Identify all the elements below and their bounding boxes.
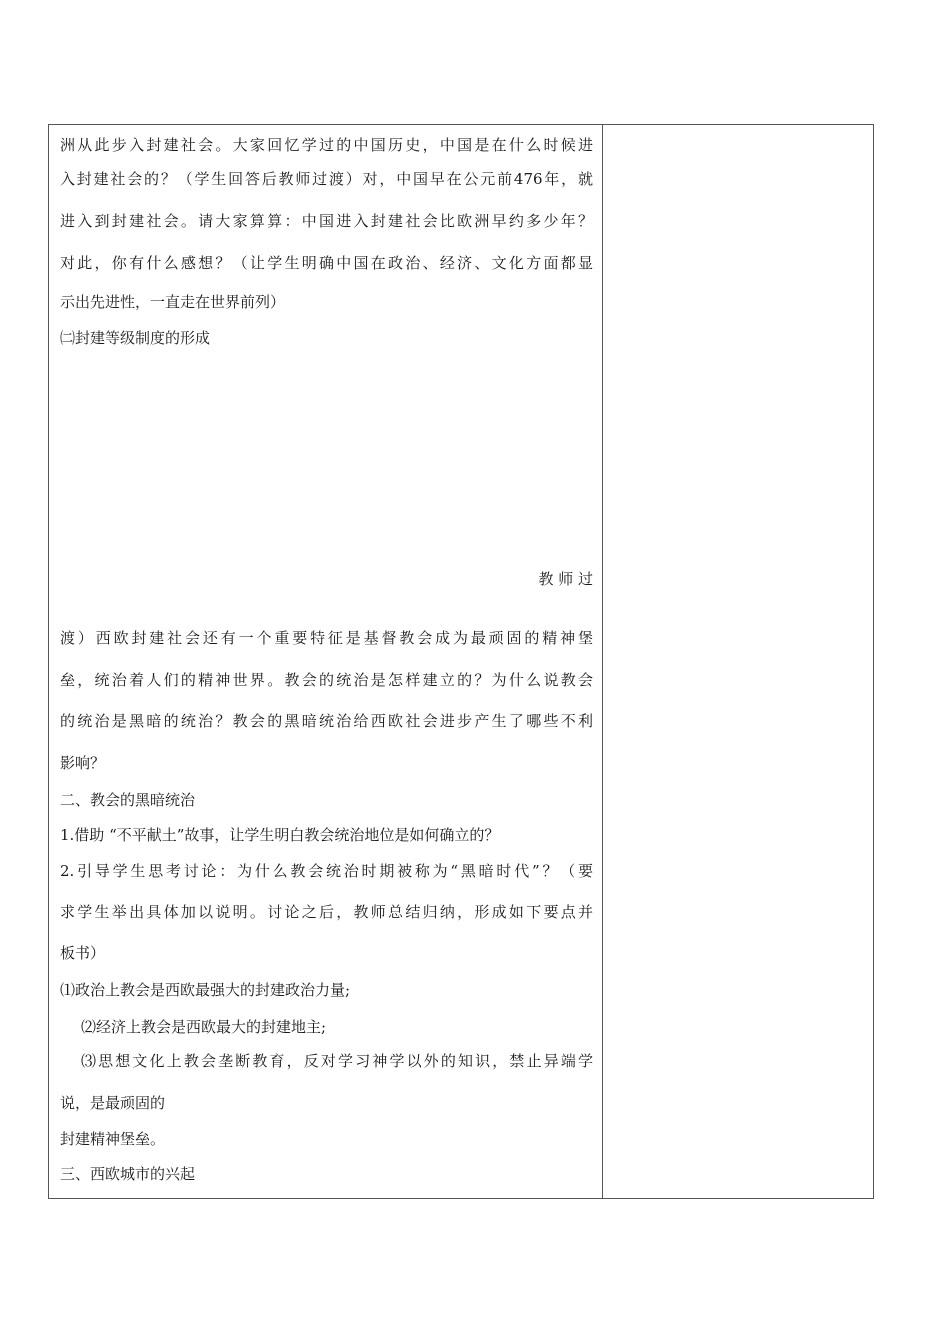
text-line: 板书）	[60, 944, 106, 962]
text-line: 垒，统治着人们的精神世界。教会的统治是怎样建立的？为什么说教会	[60, 671, 593, 689]
text-line: 1.借助 “不平献土”故事，让学生明白教会统治地位是如何确立的？	[60, 826, 500, 844]
text-line: 求学生举出具体加以说明。讨论之后，教师总结归纳，形成如下要点并	[60, 903, 593, 921]
list-item: ⑵经济上教会是西欧最大的封建地主;	[81, 1018, 327, 1036]
text-line: 洲从此步入封建社会。大家回忆学过的中国历史，中国是在什么时候进	[60, 136, 593, 154]
section-heading: 二、教会的黑暗统治	[60, 791, 196, 809]
text-line: 封建精神堡垒。	[60, 1130, 166, 1148]
lesson-table	[48, 124, 874, 1199]
lesson-content-cell	[49, 125, 602, 1198]
text-line: 的统治是黑暗的统治？教会的黑暗统治给西欧社会进步产生了哪些不利	[60, 712, 593, 730]
text-line: 教 师 过	[538, 570, 593, 588]
section-heading: ㈡封建等级制度的形成	[60, 329, 211, 347]
text-line: 入封建社会的？（学生回答后教师过渡）对，中国早在公元前476年，就	[60, 170, 593, 188]
text-line: 示出先进性，一直走在世界前列）	[60, 293, 286, 311]
text-line: 进入到封建社会。请大家算算：中国进入封建社会比欧洲早约多少年？	[60, 212, 593, 230]
list-item: ⑴政治上教会是西欧最强大的封建政治力量;	[60, 981, 351, 999]
text-line: 对此，你有什么感想？（让学生明确中国在政治、经济、文化方面都显	[60, 254, 593, 272]
list-item: ⑶思想文化上教会垄断教育，反对学习神学以外的知识，禁止异端学	[81, 1052, 593, 1070]
text-line: 2.引导学生思考讨论：为什么教会统治时期被称为“黑暗时代”？（要	[60, 862, 593, 880]
column-divider	[602, 125, 603, 1198]
section-heading: 三、西欧城市的兴起	[60, 1165, 196, 1183]
text-line: 渡）西欧封建社会还有一个重要特征是基督教会成为最顽固的精神堡	[60, 629, 593, 647]
text-line: 说，是最顽固的	[60, 1094, 166, 1112]
text-line: 影响？	[60, 754, 106, 772]
